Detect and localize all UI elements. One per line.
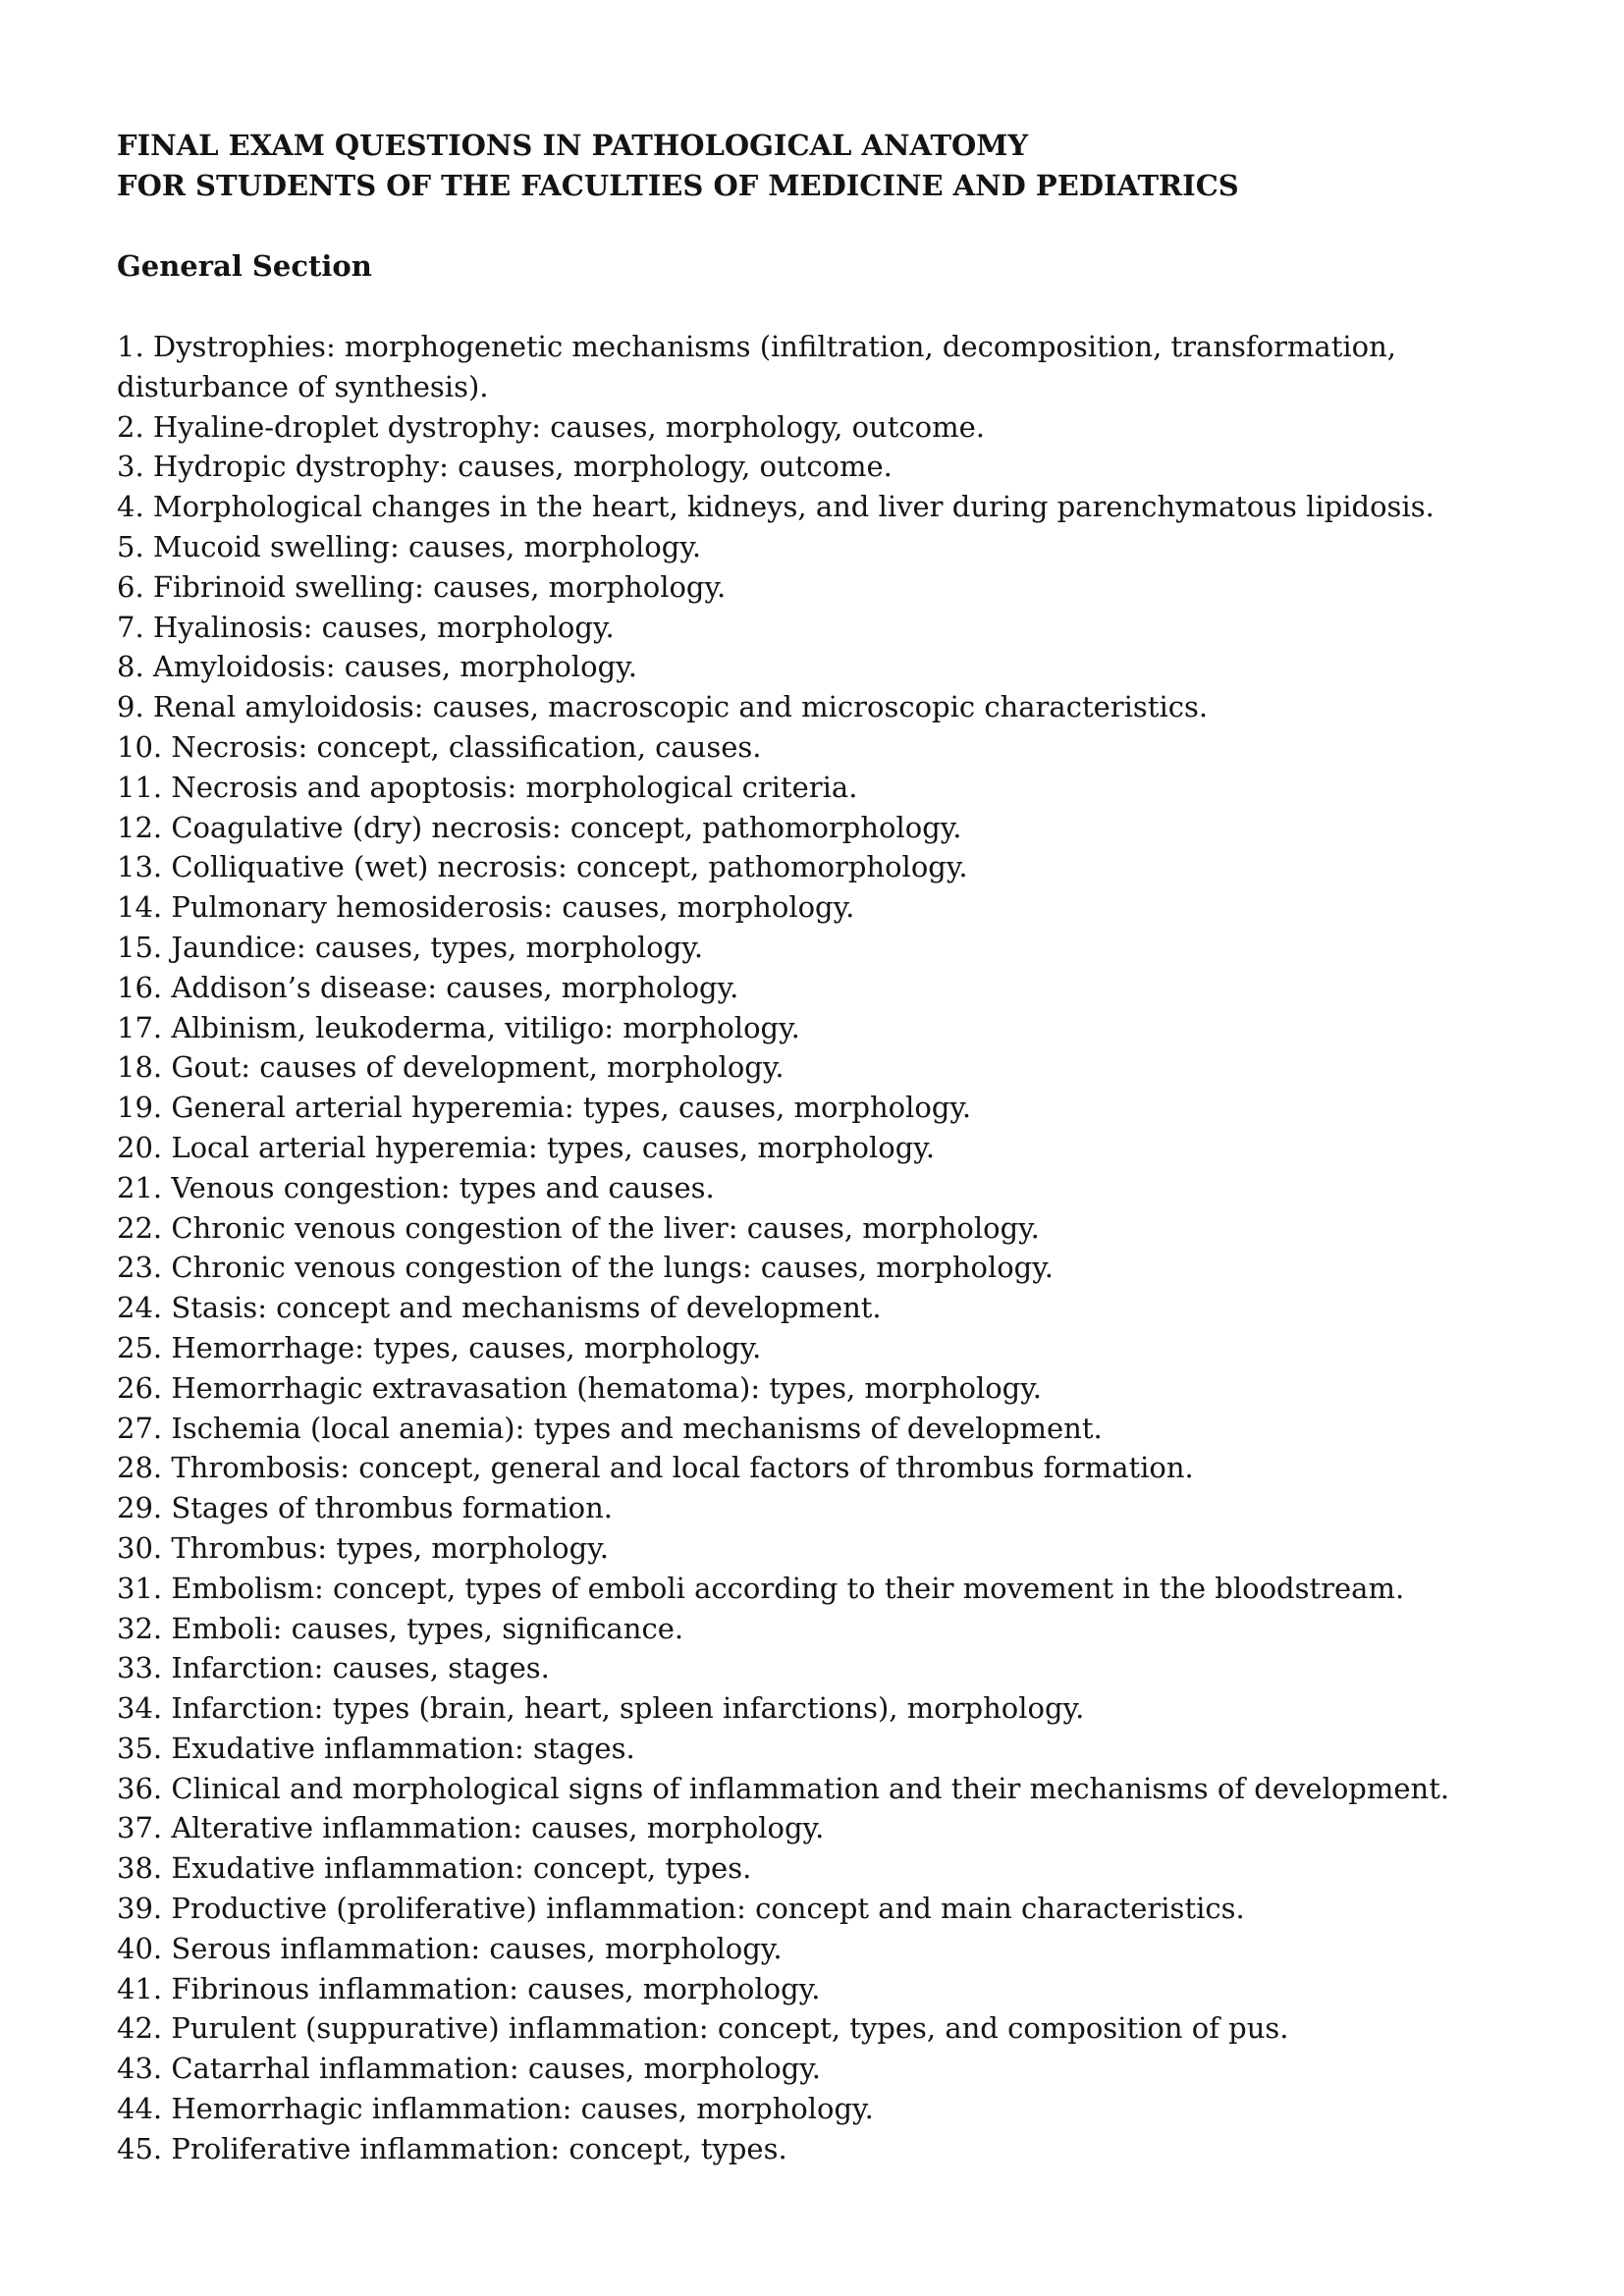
question-item: 26. Hemorrhagic extravasation (hematoma): types, morphology. [117,1370,1042,1405]
question-item: 28. Thrombosis: concept, general and local factors of thrombus formation. [117,1451,1194,1485]
question-item: 35. Exudative inflammation: stages. [117,1731,635,1765]
question-list [117,327,1521,2169]
question-item: 12. Coagulative (dry) necrosis: concept, pathomorphology. [117,810,962,844]
question-item: 38. Exudative inflammation: concept, types. [117,1851,752,1886]
question-item: 41. Fibrinous inflammation: causes, morphology. [117,1971,821,2005]
question-item: 10. Necrosis: concept, classification, causes. [117,729,762,764]
question-item: 39. Productive (proliferative) inflammation: concept and main characteristics. [117,1892,1245,1926]
document-title-line-1: FINAL EXAM QUESTIONS IN PATHOLOGICAL ANATOMY [117,129,1029,162]
question-item: 43. Catarrhal inflammation: causes, morphology. [117,2052,822,2086]
question-item: 44. Hemorrhagic inflammation: causes, morphology. [117,2092,874,2126]
question-item: 24. Stasis: concept and mechanisms of development. [117,1291,882,1325]
question-item: 14. Pulmonary hemosiderosis: causes, morphology. [117,890,855,925]
question-item: 8. Amyloidosis: causes, morphology. [117,650,637,684]
question-item: 1. Dystrophies: morphogenetic mechanisms (infiltration, decomposition, transformation, disturbance of synthesis). [117,330,1397,403]
question-item: 37. Alterative inflammation: causes, morphology. [117,1811,825,1845]
question-item: 19. General arterial hyperemia: types, causes, morphology. [117,1091,972,1125]
document-page [117,126,1521,2169]
question-item: 11. Necrosis and apoptosis: morphological criteria. [117,770,858,804]
question-item: 40. Serous inflammation: causes, morphology. [117,1931,783,1965]
question-item: 32. Emboli: causes, types, significance. [117,1611,684,1645]
question-item: 2. Hyaline-droplet dystrophy: causes, morphology, outcome. [117,409,985,444]
question-item: 27. Ischemia (local anemia): types and mechanisms of development. [117,1411,1103,1445]
question-item: 30. Thrombus: types, morphology. [117,1530,609,1565]
question-item: 9. Renal amyloidosis: causes, macroscopic and microscopic characteristics. [117,690,1209,724]
question-item: 16. Addison’s disease: causes, morphology. [117,970,739,1004]
question-item: 4. Morphological changes in the heart, kidneys, and liver during parenchymatous lipidosis. [117,490,1435,524]
question-item: 3. Hydropic dystrophy: causes, morphology, outcome. [117,450,893,484]
question-item: 22. Chronic venous congestion of the liver: causes, morphology. [117,1210,1040,1245]
question-item: 45. Proliferative inflammation: concept, types. [117,2131,787,2165]
question-item: 34. Infarction: types (brain, heart, spleen infarctions), morphology. [117,1691,1085,1726]
question-item: 7. Hyalinosis: causes, morphology. [117,610,615,644]
question-item: 42. Purulent (suppurative) inflammation: concept, types, and composition of pus. [117,2011,1289,2046]
question-item: 13. Colliquative (wet) necrosis: concept, pathomorphology. [117,850,968,884]
question-item: 25. Hemorrhage: types, causes, morphology. [117,1330,762,1364]
section-title: General Section [117,249,372,283]
question-item: 23. Chronic venous congestion of the lungs: causes, morphology. [117,1251,1054,1285]
question-item: 6. Fibrinoid swelling: causes, morphology. [117,569,727,604]
question-item: 15. Jaundice: causes, types, morphology. [117,930,704,964]
question-item: 20. Local arterial hyperemia: types, causes, morphology. [117,1130,936,1164]
question-item: 36. Clinical and morphological signs of inflammation and their mechanisms of development. [117,1771,1450,1805]
question-item: 29. Stages of thrombus formation. [117,1491,614,1525]
question-item: 31. Embolism: concept, types of emboli according to their movement in the bloodstream. [117,1571,1405,1605]
question-item: 18. Gout: causes of development, morphology. [117,1050,785,1085]
document-title-line-2: FOR STUDENTS OF THE FACULTIES OF MEDICINE AND PEDIATRICS [117,169,1239,202]
question-item: 5. Mucoid swelling: causes, morphology. [117,529,702,563]
question-item: 21. Venous congestion: types and causes. [117,1170,715,1204]
question-item: 17. Albinism, leukoderma, vitiligo: morphology. [117,1010,800,1044]
question-item: 33. Infarction: causes, stages. [117,1651,550,1685]
